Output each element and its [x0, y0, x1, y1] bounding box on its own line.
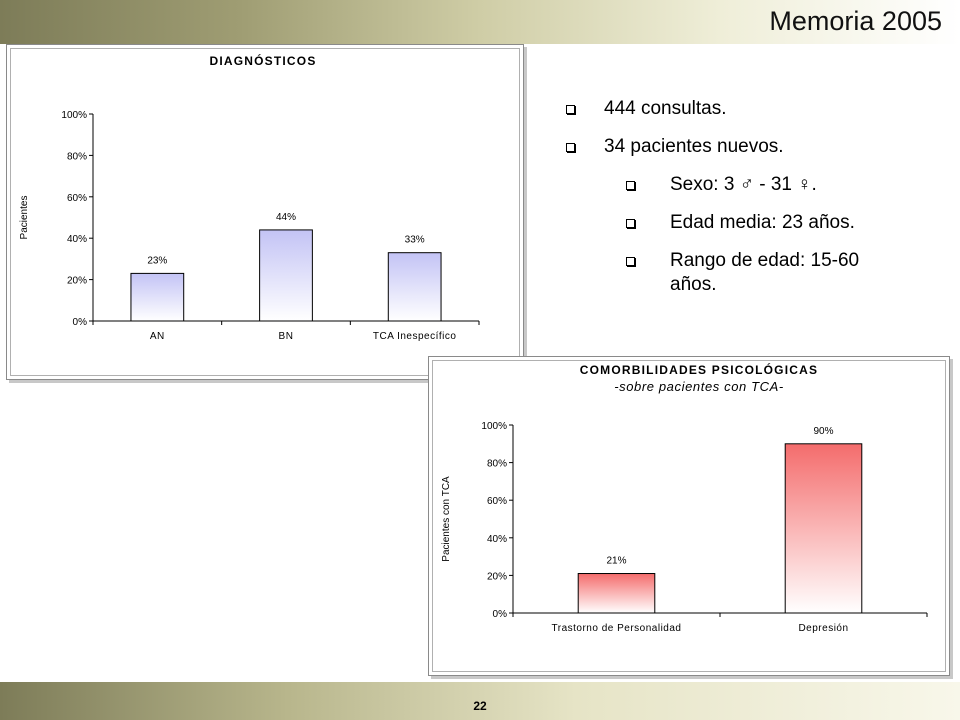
y-tick-label: 60% — [486, 496, 507, 508]
bullet-text: Edad media: 23 años. — [670, 212, 855, 233]
y-axis-label: Pacientes — [19, 195, 30, 240]
data-label: 21% — [606, 555, 627, 567]
chart-title: COMORBILIDADES PSICOLÓGICAS — [579, 363, 819, 377]
bullet-text: Sexo: 3 ♂ - 31 ♀. — [670, 174, 817, 195]
square-bullet-icon — [626, 219, 635, 228]
bullet-item — [566, 97, 946, 121]
y-tick-label: 20% — [486, 571, 507, 583]
chart-comorbilidades — [429, 357, 949, 675]
y-tick-label: 40% — [66, 234, 87, 246]
document-title: Memoria 2005 — [769, 6, 942, 36]
bar — [131, 273, 184, 321]
data-label: 90% — [813, 425, 834, 437]
square-bullet-icon — [566, 143, 575, 152]
y-tick-label: 80% — [66, 151, 87, 163]
y-tick-label: 100% — [61, 110, 87, 121]
y-tick-label: 80% — [486, 458, 507, 470]
bar — [260, 230, 313, 321]
bullet-item — [566, 173, 946, 197]
chart-diagnosticos — [7, 45, 523, 379]
bar — [578, 574, 655, 613]
y-tick-label: 40% — [486, 533, 507, 545]
bullet-text: 444 consultas. — [604, 98, 727, 119]
bar — [388, 253, 441, 321]
square-bullet-icon — [626, 181, 635, 190]
chart-subtitle: -sobre pacientes con TCA- — [614, 379, 784, 394]
y-tick-label: 0% — [72, 317, 87, 328]
chart-panel-diagnosticos — [6, 44, 524, 380]
data-label: 33% — [404, 234, 425, 246]
x-tick-label: AN — [149, 331, 165, 342]
bar — [785, 444, 862, 613]
data-label: 23% — [147, 255, 168, 267]
y-tick-label: 0% — [492, 609, 507, 620]
bullet-text: Rango de edad: 15-60 años. — [670, 250, 860, 295]
y-tick-label: 100% — [481, 421, 507, 432]
page-number: 22 — [473, 699, 487, 713]
x-tick-label: BN — [278, 331, 294, 342]
bullet-text: 34 pacientes nuevos. — [604, 136, 784, 157]
x-tick-label: TCA Inespecífico — [372, 331, 457, 342]
square-bullet-icon — [566, 105, 575, 114]
bullet-item — [566, 135, 946, 159]
x-tick-label: Trastorno de Personalidad — [551, 623, 682, 634]
data-label: 44% — [275, 211, 297, 223]
y-tick-label: 20% — [66, 275, 87, 287]
y-tick-label: 60% — [66, 192, 87, 204]
bullet-item — [566, 211, 946, 235]
chart-panel-comorbilidades — [428, 356, 950, 676]
square-bullet-icon — [626, 257, 635, 266]
summary-list — [566, 97, 946, 297]
x-tick-label: Depresión — [798, 623, 849, 634]
bullet-item — [566, 249, 910, 297]
chart-title: DIAGNÓSTICOS — [209, 54, 317, 68]
y-axis-label: Pacientes con TCA — [441, 476, 452, 562]
